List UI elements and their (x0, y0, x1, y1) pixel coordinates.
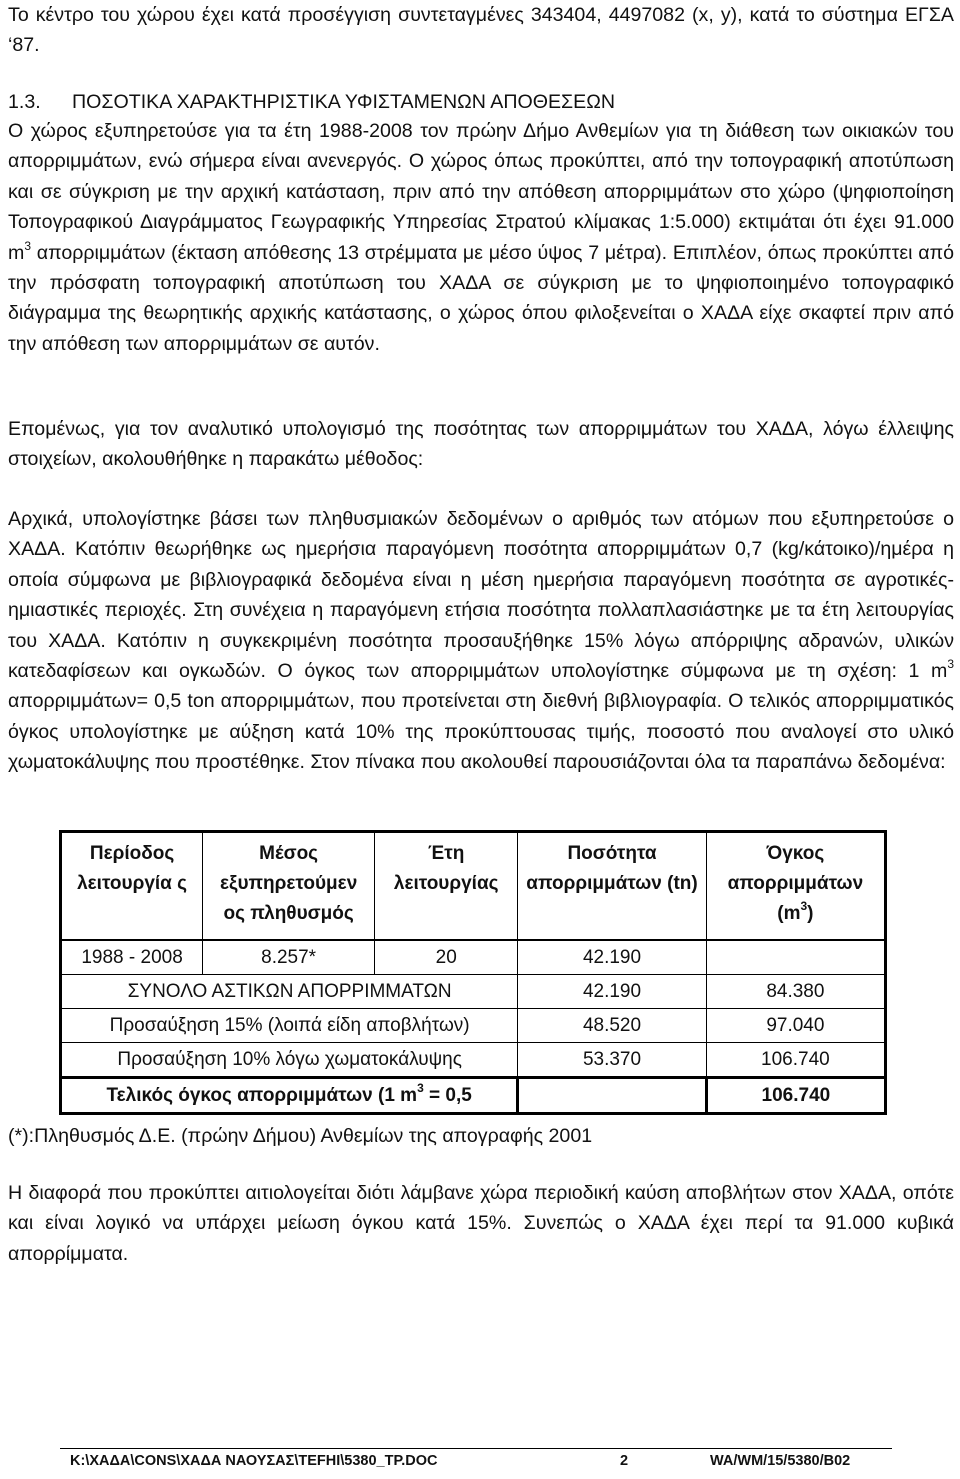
footer-page-number: 2 (620, 1453, 629, 1469)
section-heading (8, 88, 954, 116)
method-intro-paragraph: Επομένως, για τον αναλυτικό υπολογισμό της ποσότητας των απορριμμάτων του ΧΑΔΑ, λόγω έλλειψης στοιχείων, ακολουθήθηκε η παρακάτω μέθοδος: (8, 418, 954, 471)
footer-document-code: WA/WM/15/5380/B02 (710, 1453, 851, 1469)
page-footer (60, 1448, 892, 1479)
table-cell: 53.370 (518, 1043, 706, 1078)
table-cell: 97.040 (706, 1009, 885, 1043)
table-cell (706, 940, 885, 975)
text-span: Αρχικά, υπολογίστηκε βάσει των πληθυσμιακών δεδομένων ο αριθμός των ατόμων που εξυπηρετούσε ο ΧΑΔΑ. Κατόπιν θεωρήθηκε ως ημερήσια παραγόμενη ποσότητα απορριμμάτων 0,7 (kg/κάτοικο)/ημέρα η οποία σύμφωνα με βιβλιογραφικά δεδομένα είναι η μέση ημερήσια παραγόμενη ποσότητα σε αγροτικές-ημιαστικές περιοχές. Στη συνέχεια η παραγόμενη ετήσια ποσότητα πολλαπλασιάστηκε με τα έτη λειτουργίας του ΧΑΔΑ. Κατόπιν η συγκεκριμένη ποσότητα προσαυξήθηκε 15% λόγω απόρριψης αδρανών, υλικών κατεδαφίσεων και ογκωδών. Ο όγκος των απορριμμάτων υπολογίστηκε σύμφωνα με τη σχέση: 1 m (8, 508, 954, 683)
method-paragraph (8, 504, 954, 778)
table-cell-label: Προσαύξηση 15% (λοιπά είδη αποβλήτων) (61, 1009, 518, 1043)
text-span: Ο χώρος εξυπηρετούσε για τα έτη 1988-2008 τον πρώην Δήμο Ανθεμίων για τη διάθεση των οικιακών του απορριμμάτων, ενώ σήμερα είναι ανενεργός. Ο χώρος όπως προκύπτει, από την τοπογραφική αποτύπωση και σε σύγκριση με την αρχική κατάσταση, πριν από την απόθεση απορριμμάτων στο χώρο (ψηφιοποίηση Τοπογραφικού Διαγράμματος Γεωγραφικής Υπηρεσίας Στρατού κλίμακας 1:5.000) εκτιμάται ότι έχει 91.000 m (8, 120, 954, 264)
header-years: Έτη λειτουργίας (375, 832, 518, 941)
text-span: = 0,5 (423, 1084, 472, 1106)
header-quantity: Ποσότητα απορριμμάτων (tn) (518, 832, 706, 941)
superscript: 3 (800, 899, 808, 913)
table-cell-label: Προσαύξηση 10% λόγω χωματοκάλυψης (61, 1043, 518, 1078)
text-span: απορριμμάτων (έκταση απόθεσης 13 στρέμματα με μέσο ύψος 7 μέτρα). Επιπλέον, όπως προκύπτει από την πρόσφατη τοπογραφική αποτύπωση του ΧΑΔΑ σε σύγκριση με το ψηφιοποιημένο τοπογραφικό διάγραμμα της θεωρητικής αρχικής κατάστασης, ο χώρος όπου φιλοξενείται ο ΧΑΔΑ είχε σκαφτεί πριν από την απόθεση των απορριμμάτων σε αυτόν. (8, 241, 954, 355)
table-cell: 8.257* (203, 940, 375, 975)
superscript: 3 (947, 657, 954, 672)
table-cell: 42.190 (518, 940, 706, 975)
superscript: 3 (417, 1080, 424, 1095)
coordinates-paragraph: Το κέντρο του χώρου έχει κατά προσέγγιση συντεταγμένες 343404, 4497082 (x, y), κατά το σύστημα ΕΓΣΑ ‘87. (8, 4, 954, 57)
text-span: απορριμμάτων= 0,5 ton απορριμμάτων, που προτείνεται στη διεθνή βιβλιογραφία. Ο τελικός απορριμματικός όγκος υπολογίστηκε με αύξηση κατά 10% της προκύπτουσας τιμής, ποσοστό που αναλογεί στο υλικό χωματοκάλυψης που προστέθηκε. Στον πίνακα που ακολουθεί παρουσιάζονται όλα τα παραπάνω δεδομένα: (8, 690, 954, 774)
table-cell: 1988 - 2008 (61, 940, 203, 975)
section-number: 1.3. (8, 91, 41, 113)
population-footnote: (*):Πληθυσμός Δ.Ε. (πρώην Δήμου) Ανθεμίων της απογραφής 2001 (8, 1125, 593, 1147)
table-cell: 106.740 (706, 1043, 885, 1078)
table-total-row (61, 1078, 886, 1114)
table-row (61, 940, 886, 975)
table-cell: 48.520 (518, 1009, 706, 1043)
site-description-paragraph (8, 116, 954, 359)
table-row (61, 1009, 886, 1043)
table-cell: 106.740 (706, 1078, 885, 1114)
table-cell: 84.380 (706, 975, 885, 1009)
table-cell: 42.190 (518, 975, 706, 1009)
table-cell (518, 1078, 706, 1114)
footer-file-path: K:\ΧΑΔΑ\CONS\ΧΑΔΑ ΝΑΟΥΣΑΣ\TEFHI\5380_TP.DOC (70, 1453, 438, 1469)
header-volume-close: ) (807, 903, 814, 924)
text-span: Τελικός όγκος απορριμμάτων (1 m (106, 1084, 418, 1106)
header-period: Περίοδος λειτουργία ς (61, 832, 203, 941)
header-volume (706, 832, 885, 941)
superscript: 3 (24, 238, 32, 253)
section-title: ΠΟΣΟΤΙΚΑ ΧΑΡΑΚΤΗΡΙΣΤΙΚΑ ΥΦΙΣΤΑΜΕΝΩΝ ΑΠΟΘΕΣΕΩΝ (72, 91, 616, 113)
waste-quantity-table (59, 830, 887, 1115)
table-row (61, 975, 886, 1009)
table-cell: 20 (375, 940, 518, 975)
conclusion-paragraph: Η διαφορά που προκύπτει αιτιολογείται διότι λάμβανε χώρα περιοδική καύση αποβλήτων στον ΧΑΔΑ, οπότε και είναι λογικό να υπάρχει μείωση όγκου κατά 15%. Συνεπώς ο ΧΑΔΑ έχει περί τα 91.000 κυβικά απορρίμματα. (8, 1182, 954, 1265)
table-header-row (61, 832, 886, 941)
header-volume-text: Όγκος απορριμμάτων (m (727, 843, 864, 924)
header-population: Μέσος εξυπηρετούμεν ος πληθυσμός (203, 832, 375, 941)
table-cell-label: ΣΥΝΟΛΟ ΑΣΤΙΚΩΝ ΑΠΟΡΡΙΜΜΑΤΩΝ (61, 975, 518, 1009)
table-cell-label (61, 1078, 518, 1114)
table-row (61, 1043, 886, 1078)
